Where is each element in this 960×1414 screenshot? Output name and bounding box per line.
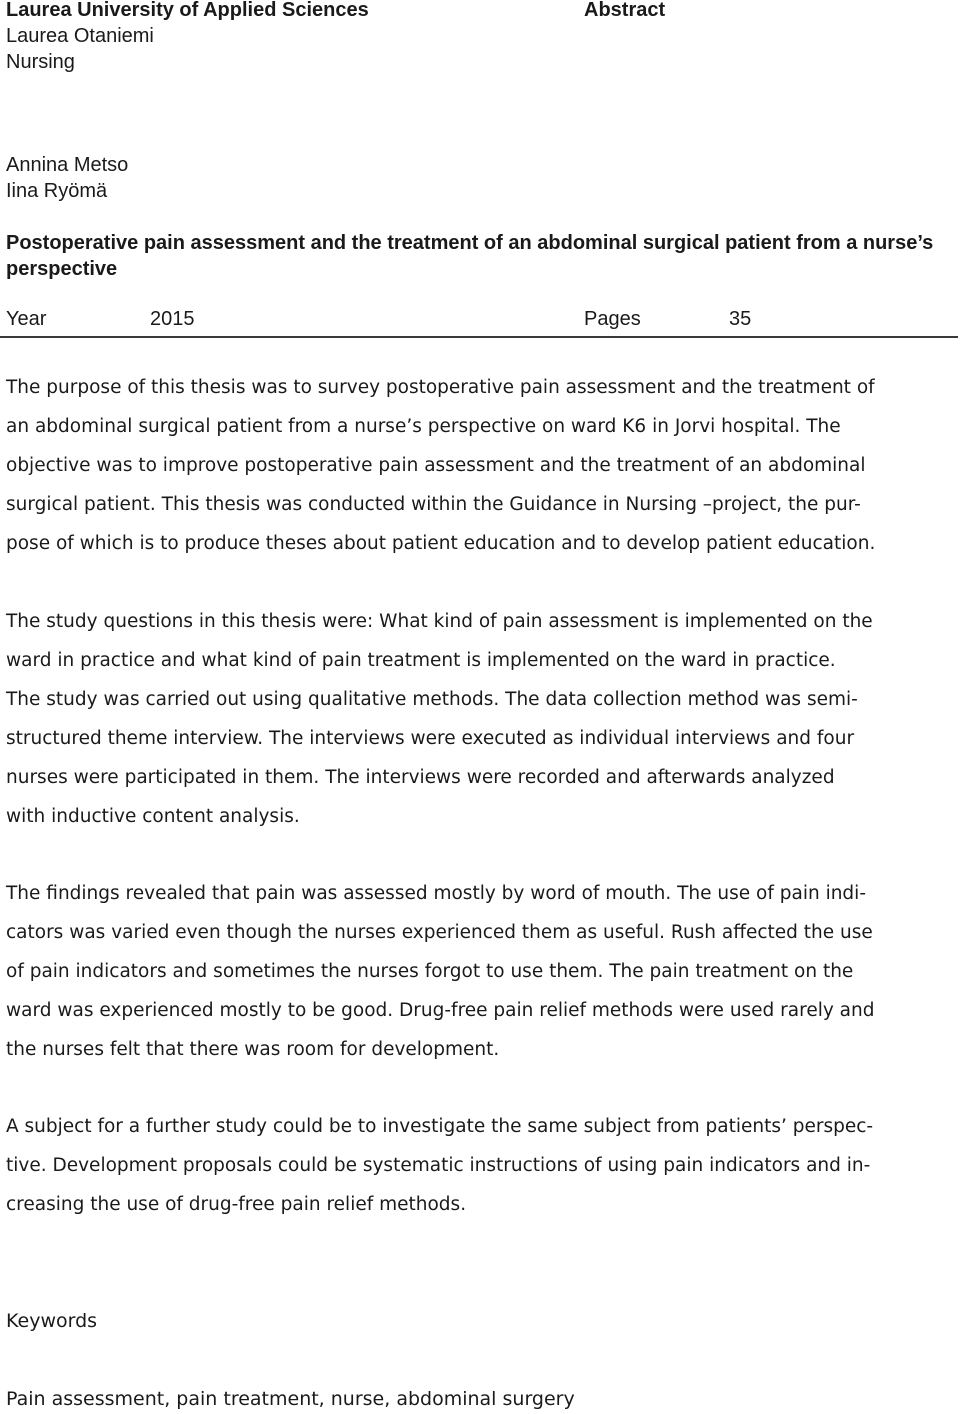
text-line: surgical patient. This thesis was conducted within the Guidance in Nursing –project, the pur- bbox=[6, 494, 861, 515]
text-line: of pain indicators and sometimes the nurses forgot to use them. The pain treatment on the bbox=[6, 961, 854, 982]
abstract-paragraph bbox=[6, 1107, 950, 1224]
text-line: pose of which is to produce theses about patient education and to develop patient education. bbox=[6, 533, 876, 554]
abstract-paragraph bbox=[6, 368, 950, 563]
divider bbox=[0, 336, 958, 338]
thesis-title: Postoperative pain assessment and the treatment of an abdominal surgical patient from a nurse’s perspective bbox=[6, 232, 934, 280]
pages-value: 35 bbox=[729, 308, 752, 330]
author-name: Iina Ryömä bbox=[6, 180, 108, 202]
text-line: the nurses felt that there was room for development. bbox=[6, 1039, 500, 1060]
text-line: The findings revealed that pain was assessed mostly by word of mouth. The use of pain indi- bbox=[6, 883, 866, 904]
pages-label: Pages bbox=[584, 308, 641, 330]
text-line: an abdominal surgical patient from a nurse’s perspective on ward K6 in Jorvi hospital. The bbox=[6, 416, 841, 437]
keywords-label: Keywords bbox=[6, 1310, 98, 1332]
text-line: with inductive content analysis. bbox=[6, 806, 300, 827]
text-line: A subject for a further study could be to investigate the same subject from patients’ perspec- bbox=[6, 1116, 874, 1137]
year-label: Year bbox=[6, 308, 47, 330]
text-line: ward in practice and what kind of pain treatment is implemented on the ward in practice. bbox=[6, 650, 836, 671]
year-value: 2015 bbox=[150, 308, 195, 330]
text-line: objective was to improve postoperative pain assessment and the treatment of an abdominal bbox=[6, 455, 866, 476]
text-line: The study questions in this thesis were: What kind of pain assessment is implemented on the bbox=[6, 611, 873, 632]
text-line: structured theme interview. The interviews were executed as individual interviews and four bbox=[6, 728, 855, 749]
text-line: The purpose of this thesis was to survey postoperative pain assessment and the treatment of bbox=[6, 377, 875, 398]
abstract-paragraph bbox=[6, 874, 950, 1069]
programme-name: Nursing bbox=[6, 51, 75, 73]
abstract-paragraph bbox=[6, 602, 950, 836]
text-line: tive. Development proposals could be systematic instructions of using pain indicators and in- bbox=[6, 1155, 871, 1176]
text-line: nurses were participated in them. The interviews were recorded and afterwards analyzed bbox=[6, 767, 835, 788]
text-line: ward was experienced mostly to be good. Drug-free pain relief methods were used rarely and bbox=[6, 1000, 875, 1021]
text-line: cators was varied even though the nurses experienced them as useful. Rush affected the use bbox=[6, 922, 873, 943]
campus-name: Laurea Otaniemi bbox=[6, 25, 154, 47]
text-line: creasing the use of drug-free pain relief methods. bbox=[6, 1194, 467, 1215]
university-name: Laurea University of Applied Sciences bbox=[6, 0, 369, 21]
author-name: Annina Metso bbox=[6, 154, 129, 176]
text-line: The study was carried out using qualitative methods. The data collection method was semi- bbox=[6, 689, 858, 710]
keywords-value: Pain assessment, pain treatment, nurse, abdominal surgery bbox=[6, 1388, 575, 1410]
document-type: Abstract bbox=[584, 0, 666, 21]
